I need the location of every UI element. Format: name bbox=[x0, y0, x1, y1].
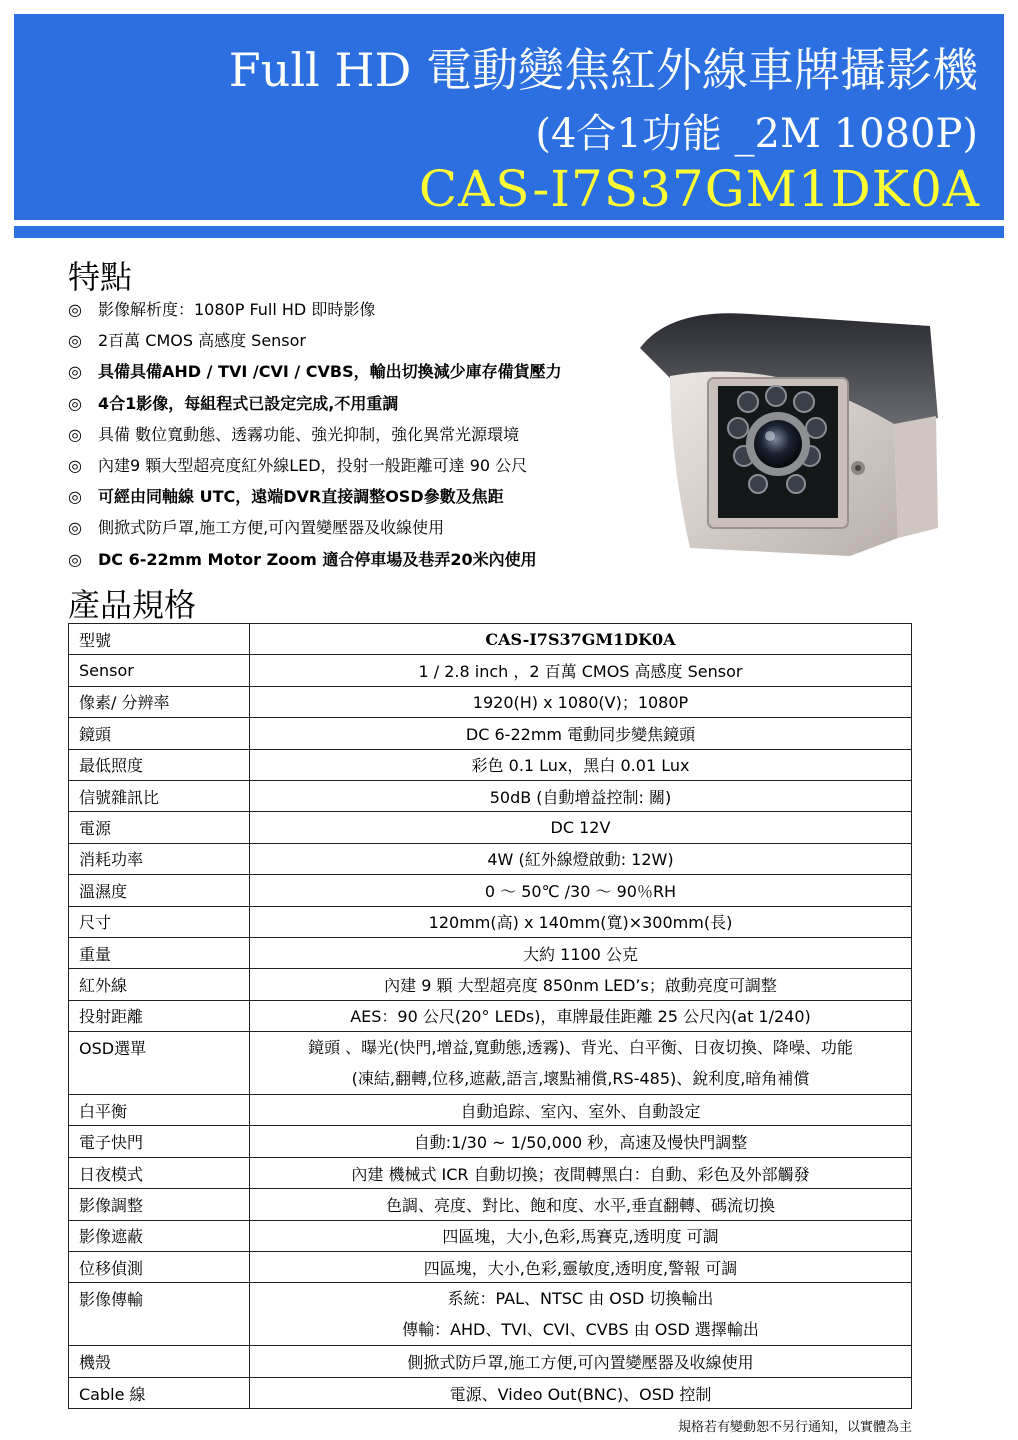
spec-label: Sensor bbox=[69, 655, 250, 686]
spec-table bbox=[68, 623, 912, 1409]
bullet-icon: ◎ bbox=[68, 362, 82, 382]
spec-label: 型號 bbox=[69, 624, 250, 655]
table-row bbox=[69, 1095, 912, 1126]
spec-value: AES：90 公尺(20° LEDs)，車牌最佳距離 25 公尺內(at 1/240) bbox=[250, 1000, 912, 1031]
spec-label: 機殼 bbox=[69, 1346, 250, 1377]
product-model: CAS-I7S37GM1DK0A bbox=[418, 160, 980, 218]
table-row bbox=[69, 780, 912, 811]
spec-value: 四區塊，大小,色彩,馬賽克,透明度 可調 bbox=[250, 1220, 912, 1251]
table-row bbox=[69, 812, 912, 843]
title-banner bbox=[14, 14, 1004, 220]
feature-item: ◎ 內建9 顆大型超亮度紅外線LED，投射一般距離可達 90 公尺 bbox=[68, 450, 668, 481]
bullet-icon: ◎ bbox=[68, 455, 82, 475]
table-row bbox=[69, 843, 912, 874]
spec-value: 1920(H) x 1080(V)；1080P bbox=[250, 686, 912, 717]
spec-value: 大約 1100 公克 bbox=[250, 937, 912, 968]
spec-label: OSD選單 bbox=[69, 1032, 250, 1095]
spec-label: 影像遮蔽 bbox=[69, 1220, 250, 1251]
feature-item: ◎ 影像解析度：1080P Full HD 即時影像 bbox=[68, 294, 668, 325]
feature-item: ◎ 側掀式防戶罩,施工方便,可內置變壓器及收線使用 bbox=[68, 512, 668, 543]
spec-label: 影像調整 bbox=[69, 1189, 250, 1220]
spec-value: 4W (紅外線燈啟動: 12W) bbox=[250, 843, 912, 874]
table-row bbox=[69, 1346, 912, 1377]
table-row bbox=[69, 624, 912, 655]
spec-value bbox=[250, 1283, 912, 1346]
spec-label: 溫濕度 bbox=[69, 875, 250, 906]
spec-value: 自動:1/30 ~ 1/50,000 秒，高速及慢快門調整 bbox=[250, 1126, 912, 1157]
spec-value-line: 系統：PAL、NTSC 由 OSD 切換輸出 bbox=[447, 1289, 714, 1309]
table-row bbox=[69, 1252, 912, 1283]
bullet-icon: ◎ bbox=[68, 518, 82, 538]
spec-value: 0 ～ 50℃ /30 ～ 90％RH bbox=[250, 875, 912, 906]
feature-item: ◎ DC 6-22mm Motor Zoom 適合停車場及巷弄20米內使用 bbox=[68, 544, 668, 575]
spec-value: CAS-I7S37GM1DK0A bbox=[250, 624, 912, 655]
table-row bbox=[69, 686, 912, 717]
feature-item: ◎ 2百萬 CMOS 高感度 Sensor bbox=[68, 325, 668, 356]
table-row bbox=[69, 875, 912, 906]
spec-label: 電源 bbox=[69, 812, 250, 843]
product-subtitle: (4合1功能 _2M 1080P) bbox=[535, 111, 978, 157]
spec-label: 消耗功率 bbox=[69, 843, 250, 874]
spec-label: 投射距離 bbox=[69, 1000, 250, 1031]
spec-label: 白平衡 bbox=[69, 1095, 250, 1126]
table-row bbox=[69, 1000, 912, 1031]
table-row bbox=[69, 1189, 912, 1220]
camera-product-image bbox=[630, 298, 940, 558]
features-list bbox=[68, 294, 668, 575]
spec-label: 像素/ 分辨率 bbox=[69, 686, 250, 717]
spec-value: 50dB (自動增益控制: 關) bbox=[250, 780, 912, 811]
spec-value: 電源、Video Out(BNC)、OSD 控制 bbox=[250, 1377, 912, 1408]
spec-value-line: (凍結,翻轉,位移,遮蔽,語言,壞點補償,RS-485)、銳利度,暗角補償 bbox=[351, 1069, 810, 1089]
feature-item: ◎ 可經由同軸線 UTC，遠端DVR直接調整OSD參數及焦距 bbox=[68, 481, 668, 512]
feature-item: ◎ 具備 數位寬動態、透霧功能、強光抑制，強化異常光源環境 bbox=[68, 419, 668, 450]
spec-label: 位移偵測 bbox=[69, 1252, 250, 1283]
table-row bbox=[69, 969, 912, 1000]
table-row bbox=[69, 1377, 912, 1408]
table-row bbox=[69, 718, 912, 749]
spec-label: 重量 bbox=[69, 937, 250, 968]
feature-item: ◎ 4合1影像，每組程式已設定完成,不用重調 bbox=[68, 388, 668, 419]
table-row bbox=[69, 906, 912, 937]
table-row bbox=[69, 655, 912, 686]
spec-value-line: 傳輸：AHD、TVI、CVI、CVBS 由 OSD 選擇輸出 bbox=[402, 1320, 759, 1340]
spec-label: Cable 線 bbox=[69, 1377, 250, 1408]
spec-value-line: 鏡頭 、曝光(快門,增益,寬動態,透霧)、背光、白平衡、日夜切換、降噪、功能 bbox=[308, 1038, 853, 1058]
spec-value: 自動追踪、室內、室外、自動設定 bbox=[250, 1095, 912, 1126]
spec-label: 信號雜訊比 bbox=[69, 780, 250, 811]
bullet-icon: ◎ bbox=[68, 424, 82, 444]
bullet-icon: ◎ bbox=[68, 549, 82, 569]
bullet-icon: ◎ bbox=[68, 300, 82, 319]
spec-value: 色調、亮度、對比、飽和度、水平,垂直翻轉、碼流切換 bbox=[250, 1189, 912, 1220]
spec-label: 鏡頭 bbox=[69, 718, 250, 749]
spec-label: 紅外線 bbox=[69, 969, 250, 1000]
table-row bbox=[69, 749, 912, 780]
spec-label: 尺寸 bbox=[69, 906, 250, 937]
spec-value: 四區塊，大小,色彩,靈敏度,透明度,警報 可調 bbox=[250, 1252, 912, 1283]
spec-label: 電子快門 bbox=[69, 1126, 250, 1157]
bullet-icon: ◎ bbox=[68, 331, 82, 351]
product-title: Full HD 電動變焦紅外線車牌攝影機 bbox=[228, 43, 978, 97]
spec-value bbox=[250, 1032, 912, 1095]
spec-value: 側掀式防戶罩,施工方便,可內置變壓器及收線使用 bbox=[250, 1346, 912, 1377]
table-row bbox=[69, 1126, 912, 1157]
spec-value: DC 6-22mm 電動同步變焦鏡頭 bbox=[250, 718, 912, 749]
spec-label: 最低照度 bbox=[69, 749, 250, 780]
spec-value: 彩色 0.1 Lux，黑白 0.01 Lux bbox=[250, 749, 912, 780]
spec-value: 內建 9 顆 大型超亮度 850nm LED’s；啟動亮度可調整 bbox=[250, 969, 912, 1000]
spec-label: 日夜模式 bbox=[69, 1157, 250, 1188]
table-row bbox=[69, 1157, 912, 1188]
table-row bbox=[69, 1283, 912, 1346]
spec-label: 影像傳輸 bbox=[69, 1283, 250, 1346]
table-row bbox=[69, 937, 912, 968]
spec-value: 1 / 2.8 inch ，2 百萬 CMOS 高感度 Sensor bbox=[250, 655, 912, 686]
spec-heading: 產品規格 bbox=[68, 586, 197, 624]
table-row bbox=[69, 1220, 912, 1251]
table-row bbox=[69, 1032, 912, 1095]
banner-divider bbox=[14, 226, 1004, 238]
footnote: 規格若有變動恕不另行通知，以實體為主 bbox=[677, 1420, 912, 1435]
spec-value: DC 12V bbox=[250, 812, 912, 843]
feature-item: ◎ 具備具備AHD / TVI /CVI / CVBS，輸出切換減少庫存備貨壓力 bbox=[68, 356, 668, 387]
bullet-icon: ◎ bbox=[68, 487, 82, 507]
features-heading: 特點 bbox=[68, 258, 133, 296]
bullet-icon: ◎ bbox=[68, 393, 82, 413]
spec-value: 120mm(高) x 140mm(寬)×300mm(長) bbox=[250, 906, 912, 937]
spec-value: 內建 機械式 ICR 自動切換；夜間轉黑白：自動、彩色及外部觸發 bbox=[250, 1157, 912, 1188]
